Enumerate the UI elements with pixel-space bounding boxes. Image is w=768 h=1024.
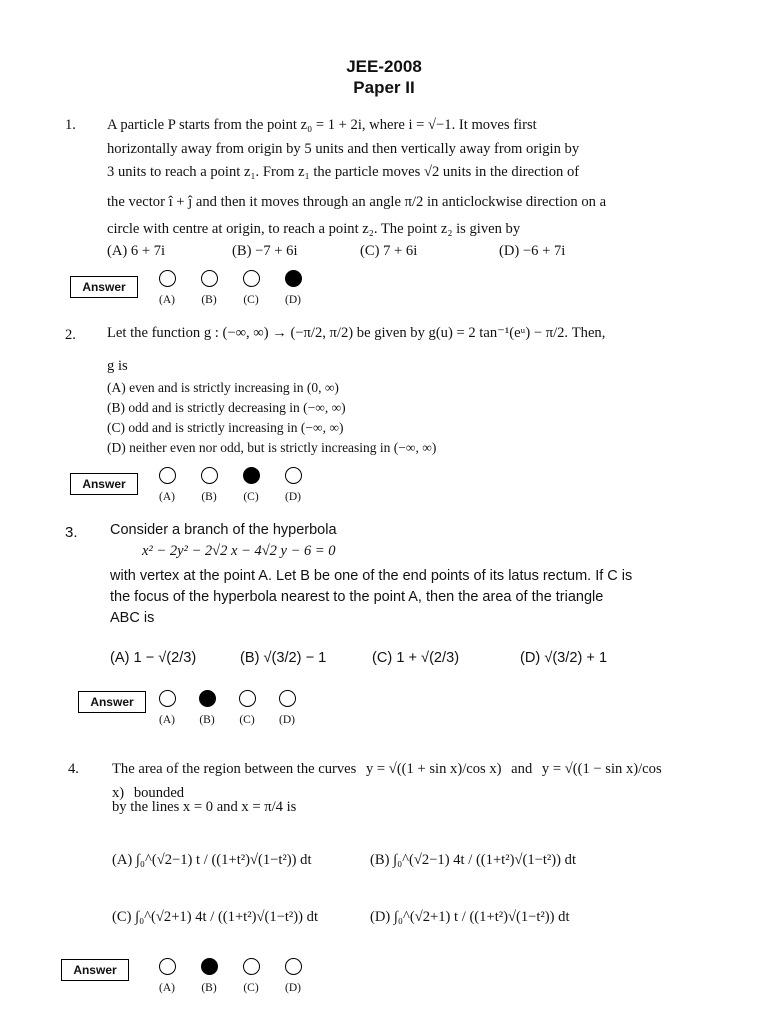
q1-option-d: (D) −6 + 7i	[499, 243, 566, 259]
q3-answer-label: Answer	[78, 691, 146, 713]
question-3-equation: x² − 2y² − 2√2 x − 4√2 y − 6 = 0	[142, 543, 336, 559]
answer-bubble-b[interactable]	[201, 958, 218, 975]
question-3-line: ABC is	[110, 610, 155, 626]
answer-bubble-label: (C)	[243, 982, 259, 994]
q4-option-d: (D) ∫₀^(√2+1) t / ((1+t²)√(1−t²)) dt	[370, 909, 570, 925]
answer-bubble-d[interactable]	[279, 690, 296, 707]
answer-bubble-label: (A)	[159, 491, 175, 503]
q2-answer-label: Answer	[70, 473, 138, 495]
question-3-number: 3.	[65, 524, 78, 541]
answer-bubble-label: (C)	[243, 294, 259, 306]
answer-bubble-label: (A)	[159, 294, 175, 306]
question-4-curve-1: y = √((1 + sin x)/cos x)	[365, 761, 502, 777]
q1-answer-label: Answer	[70, 276, 138, 298]
answer-bubble-c[interactable]	[243, 958, 260, 975]
answer-bubble-b[interactable]	[199, 690, 216, 707]
question-1-line: circle with centre at origin, to reach a point z₂. The point z₂ is given by	[107, 221, 521, 237]
q1-option-c: (C) 7 + 6i	[360, 243, 418, 259]
answer-bubble-label: (B)	[201, 491, 217, 503]
question-4-text-a: The area of the region between the curves	[112, 761, 357, 777]
answer-bubble-label: (B)	[201, 982, 217, 994]
answer-bubble-a[interactable]	[159, 958, 176, 975]
question-1-number: 1.	[65, 117, 76, 133]
question-2-line: Let the function g : (−∞, ∞) → (−π/2, π/2) be given by g(u) = 2 tan⁻¹(eᵘ) − π/2. Then,	[107, 325, 606, 341]
question-3-line: the focus of the hyperbola nearest to the point A, then the area of the triangle	[110, 589, 604, 605]
answer-bubble-c[interactable]	[239, 690, 256, 707]
q4-option-b: (B) ∫₀^(√2−1) 4t / ((1+t²)√(1−t²)) dt	[370, 852, 577, 868]
answer-bubble-label: (B)	[199, 714, 215, 726]
question-4-line-2: by the lines x = 0 and x = π/4 is	[112, 799, 297, 815]
answer-bubble-c[interactable]	[243, 270, 260, 287]
q2-option-c: (C) odd and is strictly increasing in (−∞, ∞)	[107, 420, 344, 435]
answer-bubble-d[interactable]	[285, 270, 302, 287]
paper-title: JEE-2008	[346, 57, 422, 76]
question-2-line: g is	[107, 357, 128, 374]
answer-bubble-label: (D)	[279, 714, 295, 726]
answer-bubble-label: (C)	[243, 491, 259, 503]
question-2-text	[107, 322, 667, 378]
answer-bubble-label: (D)	[285, 294, 301, 306]
question-1-text	[107, 114, 667, 242]
answer-bubble-label: (A)	[159, 982, 175, 994]
answer-bubble-a[interactable]	[159, 690, 176, 707]
answer-bubble-b[interactable]	[201, 270, 218, 287]
q3-option-b: (B) √(3/2) − 1	[240, 650, 327, 666]
q4-answer-label: Answer	[61, 959, 129, 981]
answer-bubble-label: (D)	[285, 491, 301, 503]
q2-option-d: (D) neither even nor odd, but is strictly increasing in (−∞, ∞)	[107, 440, 437, 455]
answer-bubble-label: (D)	[285, 982, 301, 994]
question-3-text	[110, 520, 682, 629]
answer-bubble-a[interactable]	[159, 270, 176, 287]
answer-bubble-label: (C)	[239, 714, 255, 726]
q2-option-a: (A) even and is strictly increasing in (0, ∞)	[107, 380, 339, 395]
question-1-line: the vector î + ĵ and then it moves through an angle π/2 in anticlockwise direction on a	[107, 193, 607, 210]
answer-bubble-a[interactable]	[159, 467, 176, 484]
question-1-line: horizontally away from origin by 5 units and then vertically away from origin by	[107, 140, 580, 157]
q3-option-d: (D) √(3/2) + 1	[520, 650, 608, 666]
answer-bubble-d[interactable]	[285, 958, 302, 975]
question-2-number: 2.	[65, 327, 76, 343]
q1-option-b: (B) −7 + 6i	[232, 243, 298, 259]
answer-bubble-label: (A)	[159, 714, 175, 726]
q2-option-b: (B) odd and is strictly decreasing in (−∞, ∞)	[107, 400, 346, 415]
answer-bubble-c[interactable]	[243, 467, 260, 484]
q3-option-c: (C) 1 + √(2/3)	[372, 650, 460, 666]
question-4-number: 4.	[68, 761, 79, 777]
question-1-line: A particle P starts from the point z₀ = 1 + 2i, where i = √−1. It moves first	[107, 117, 537, 133]
q3-option-a: (A) 1 − √(2/3)	[110, 650, 197, 666]
question-3-line: with vertex at the point A. Let B be one of the end points of its latus rectum. If C is	[110, 568, 633, 584]
question-4-curve-2: y = √((1 − sin x)/cos x)	[112, 761, 662, 801]
paper-subtitle: Paper II	[353, 78, 415, 97]
question-4-text-b: and	[511, 761, 533, 777]
answer-bubble-label: (B)	[201, 294, 217, 306]
question-1-line: 3 units to reach a point z₁. From z₁ the particle moves √2 units in the direction of	[107, 164, 580, 180]
question-4-text-c: bounded	[133, 784, 185, 801]
q4-option-c: (C) ∫₀^(√2+1) 4t / ((1+t²)√(1−t²)) dt	[112, 909, 319, 925]
question-3-line: Consider a branch of the hyperbola	[110, 522, 337, 538]
answer-bubble-b[interactable]	[201, 467, 218, 484]
q4-option-a: (A) ∫₀^(√2−1) t / ((1+t²)√(1−t²)) dt	[112, 852, 312, 868]
answer-bubble-d[interactable]	[285, 467, 302, 484]
q1-option-a: (A) 6 + 7i	[107, 243, 166, 259]
